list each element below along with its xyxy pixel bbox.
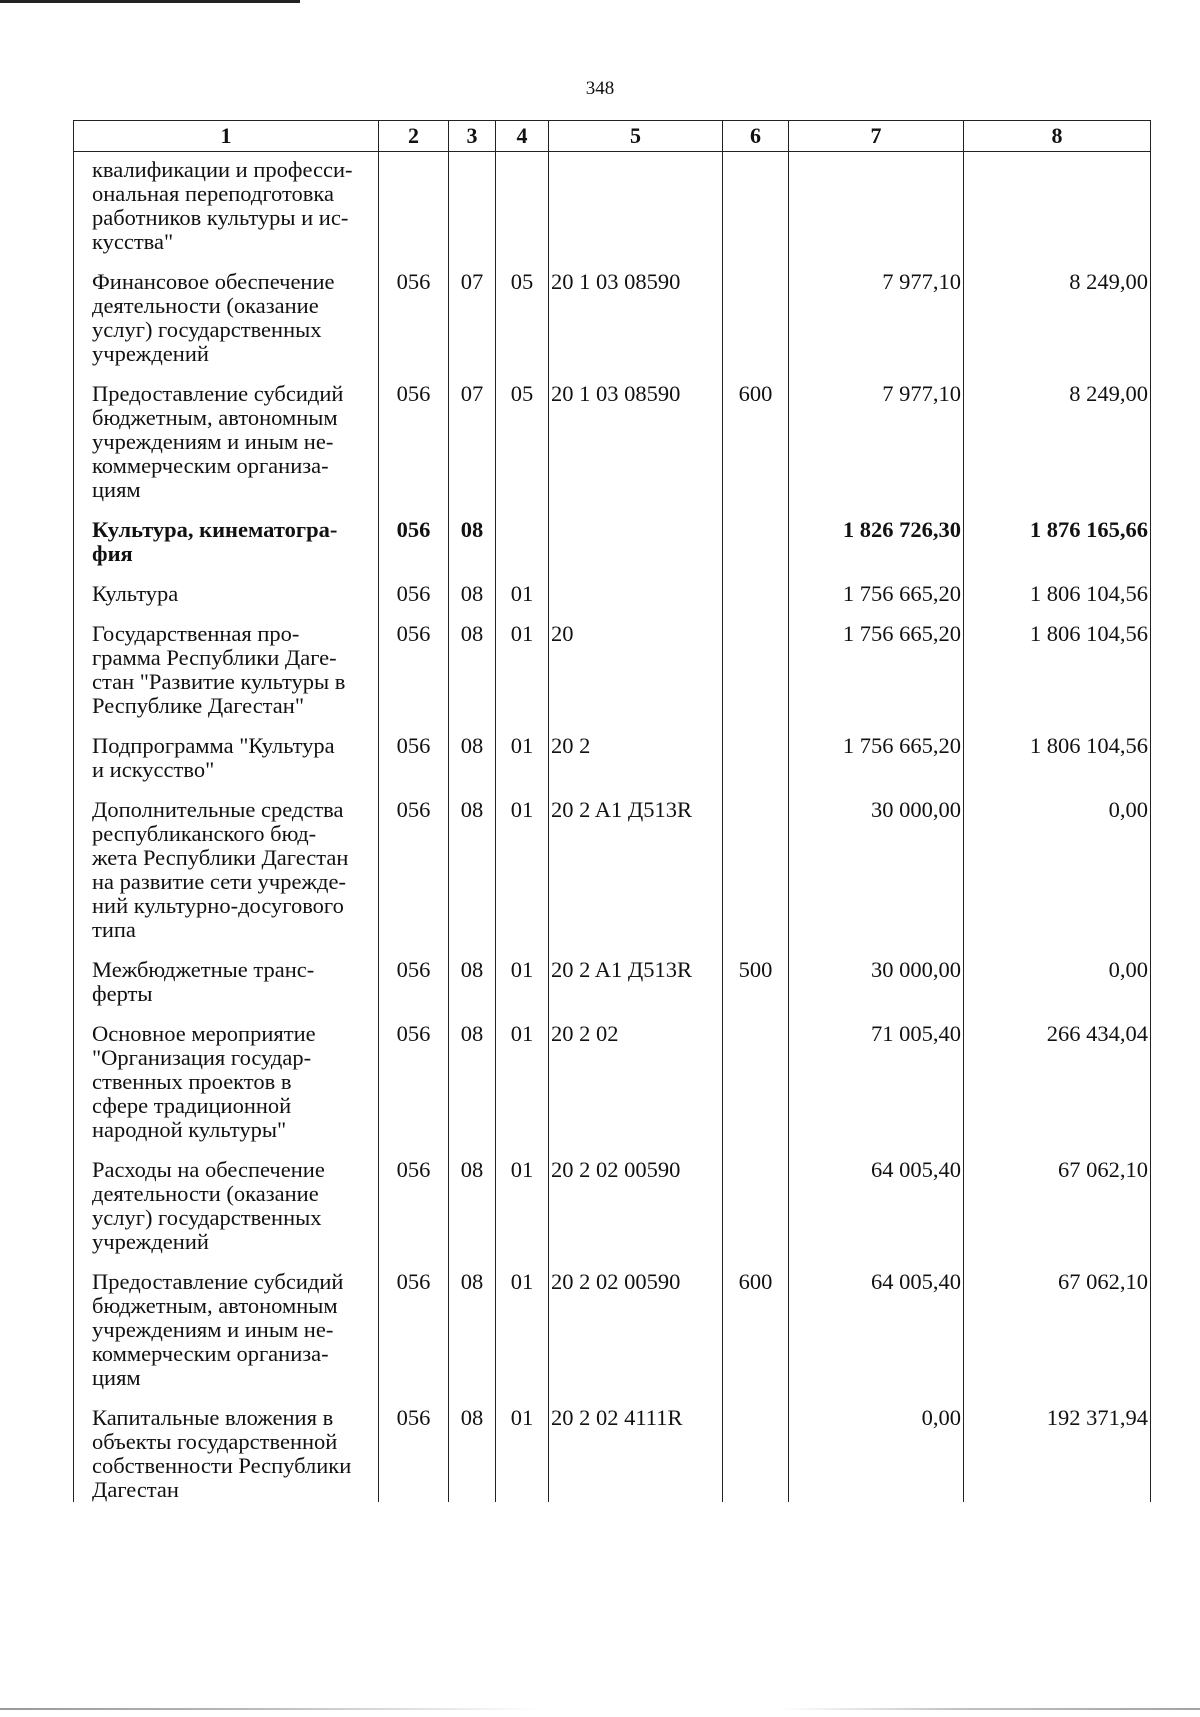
cell-section: 07	[449, 366, 496, 502]
table-body	[74, 152, 1151, 1503]
cell-expense-type: 600	[723, 1254, 789, 1390]
scan-edge-bottom	[0, 1708, 1200, 1710]
header-row	[74, 121, 1151, 152]
cell-amount-col8	[964, 152, 1151, 255]
cell-target-article: 20 2 A1 Д513R	[549, 942, 723, 1006]
cell-section: 08	[449, 1006, 496, 1142]
cell-expense-type	[723, 502, 789, 566]
page-number: 348	[585, 78, 615, 99]
cell-section: 08	[449, 1254, 496, 1390]
cell-amount-col8: 67 062,10	[964, 1254, 1151, 1390]
cell-name: Государственная про- грамма Республики Даге- стан "Развитие культуры в Республике Дагестан"	[74, 606, 379, 718]
cell-amount-col8: 67 062,10	[964, 1142, 1151, 1254]
cell-chapter: 056	[379, 942, 449, 1006]
table-row	[74, 254, 1151, 366]
cell-subsection: 01	[496, 1142, 549, 1254]
cell-name: Подпрограмма "Культура и искусство"	[74, 718, 379, 782]
cell-subsection: 05	[496, 254, 549, 366]
cell-subsection: 01	[496, 718, 549, 782]
cell-amount-col8: 8 249,00	[964, 254, 1151, 366]
cell-amount-col7: 7 977,10	[789, 254, 964, 366]
cell-name: Межбюджетные транс- ферты	[74, 942, 379, 1006]
table-row	[74, 566, 1151, 606]
cell-subsection	[496, 152, 549, 255]
cell-section: 08	[449, 606, 496, 718]
cell-chapter: 056	[379, 718, 449, 782]
table-row	[74, 152, 1151, 255]
cell-amount-col7: 71 005,40	[789, 1006, 964, 1142]
table-row	[74, 606, 1151, 718]
cell-amount-col7: 30 000,00	[789, 782, 964, 942]
cell-chapter: 056	[379, 502, 449, 566]
cell-target-article	[549, 502, 723, 566]
scan-edge-top	[0, 0, 300, 3]
cell-expense-type	[723, 566, 789, 606]
cell-name: Финансовое обеспечение деятельности (оказание услуг) государственных учреждений	[74, 254, 379, 366]
table-row	[74, 502, 1151, 566]
cell-amount-col8: 192 371,94	[964, 1390, 1151, 1502]
cell-expense-type	[723, 606, 789, 718]
table-header	[74, 121, 1151, 152]
cell-expense-type: 600	[723, 366, 789, 502]
cell-expense-type	[723, 1006, 789, 1142]
cell-amount-col8: 1 806 104,56	[964, 718, 1151, 782]
cell-section: 08	[449, 782, 496, 942]
cell-subsection: 01	[496, 1254, 549, 1390]
table-row	[74, 1006, 1151, 1142]
cell-name: Культура	[74, 566, 379, 606]
cell-subsection: 01	[496, 606, 549, 718]
cell-target-article: 20 2 02 00590	[549, 1254, 723, 1390]
cell-expense-type	[723, 152, 789, 255]
cell-amount-col7	[789, 152, 964, 255]
cell-subsection: 01	[496, 1006, 549, 1142]
cell-name: Основное мероприятие "Организация государ- ственных проектов в сфере традиционной народной культуры"	[74, 1006, 379, 1142]
cell-target-article: 20 1 03 08590	[549, 254, 723, 366]
cell-section: 07	[449, 254, 496, 366]
header-col-1: 1	[74, 121, 379, 152]
table-row	[74, 1390, 1151, 1502]
cell-target-article: 20	[549, 606, 723, 718]
cell-chapter: 056	[379, 606, 449, 718]
budget-table	[73, 120, 1151, 1502]
header-col-8: 8	[964, 121, 1151, 152]
cell-expense-type	[723, 782, 789, 942]
cell-name: Капитальные вложения в объекты государственной собственности Республики Дагестан	[74, 1390, 379, 1502]
table-row	[74, 942, 1151, 1006]
cell-amount-col8: 0,00	[964, 782, 1151, 942]
cell-target-article: 20 2 02	[549, 1006, 723, 1142]
cell-amount-col7: 1 756 665,20	[789, 566, 964, 606]
cell-section: 08	[449, 718, 496, 782]
cell-section: 08	[449, 502, 496, 566]
table-row	[74, 782, 1151, 942]
cell-amount-col8: 1 876 165,66	[964, 502, 1151, 566]
cell-amount-col7: 64 005,40	[789, 1142, 964, 1254]
cell-amount-col8: 0,00	[964, 942, 1151, 1006]
cell-section: 08	[449, 1142, 496, 1254]
header-col-2: 2	[379, 121, 449, 152]
cell-subsection: 01	[496, 942, 549, 1006]
cell-chapter: 056	[379, 366, 449, 502]
cell-subsection: 05	[496, 366, 549, 502]
cell-target-article: 20 2 02 00590	[549, 1142, 723, 1254]
cell-target-article	[549, 566, 723, 606]
header-col-3: 3	[449, 121, 496, 152]
cell-name: Расходы на обеспечение деятельности (оказание услуг) государственных учреждений	[74, 1142, 379, 1254]
cell-chapter: 056	[379, 782, 449, 942]
cell-amount-col8: 8 249,00	[964, 366, 1151, 502]
cell-target-article: 20 1 03 08590	[549, 366, 723, 502]
cell-amount-col7: 1 756 665,20	[789, 606, 964, 718]
cell-expense-type	[723, 254, 789, 366]
table-row	[74, 1254, 1151, 1390]
cell-section: 08	[449, 566, 496, 606]
cell-name: Предоставление субсидий бюджетным, автономным учреждениям и иным не- коммерческим организа- циям	[74, 1254, 379, 1390]
header-col-7: 7	[789, 121, 964, 152]
header-col-6: 6	[723, 121, 789, 152]
cell-amount-col7: 0,00	[789, 1390, 964, 1502]
cell-amount-col8: 1 806 104,56	[964, 606, 1151, 718]
cell-subsection: 01	[496, 782, 549, 942]
header-col-5: 5	[549, 121, 723, 152]
cell-amount-col8: 266 434,04	[964, 1006, 1151, 1142]
cell-amount-col7: 1 826 726,30	[789, 502, 964, 566]
cell-amount-col7: 64 005,40	[789, 1254, 964, 1390]
table-row	[74, 718, 1151, 782]
cell-chapter: 056	[379, 566, 449, 606]
cell-name: Культура, кинематогра- фия	[74, 502, 379, 566]
cell-subsection	[496, 502, 549, 566]
cell-expense-type	[723, 1142, 789, 1254]
cell-amount-col7: 7 977,10	[789, 366, 964, 502]
cell-chapter: 056	[379, 1006, 449, 1142]
cell-expense-type: 500	[723, 942, 789, 1006]
header-col-4: 4	[496, 121, 549, 152]
cell-section	[449, 152, 496, 255]
cell-section: 08	[449, 942, 496, 1006]
table-row	[74, 366, 1151, 502]
table-row	[74, 1142, 1151, 1254]
cell-name: квалификации и професси- ональная переподготовка работников культуры и ис- кусства"	[74, 152, 379, 255]
cell-chapter: 056	[379, 254, 449, 366]
cell-subsection: 01	[496, 1390, 549, 1502]
cell-section: 08	[449, 1390, 496, 1502]
cell-name: Предоставление субсидий бюджетным, автономным учреждениям и иным не- коммерческим организа- циям	[74, 366, 379, 502]
cell-amount-col7: 30 000,00	[789, 942, 964, 1006]
cell-target-article: 20 2	[549, 718, 723, 782]
cell-name: Дополнительные средства республиканского бюд- жета Республики Дагестан на развитие сети учрежде- ний культурно-досугового типа	[74, 782, 379, 942]
cell-amount-col8: 1 806 104,56	[964, 566, 1151, 606]
cell-amount-col7: 1 756 665,20	[789, 718, 964, 782]
cell-expense-type	[723, 1390, 789, 1502]
cell-chapter: 056	[379, 1390, 449, 1502]
cell-target-article: 20 2 02 4111R	[549, 1390, 723, 1502]
cell-chapter	[379, 152, 449, 255]
cell-subsection: 01	[496, 566, 549, 606]
cell-expense-type	[723, 718, 789, 782]
cell-target-article: 20 2 A1 Д513R	[549, 782, 723, 942]
cell-chapter: 056	[379, 1254, 449, 1390]
cell-target-article	[549, 152, 723, 255]
cell-chapter: 056	[379, 1142, 449, 1254]
